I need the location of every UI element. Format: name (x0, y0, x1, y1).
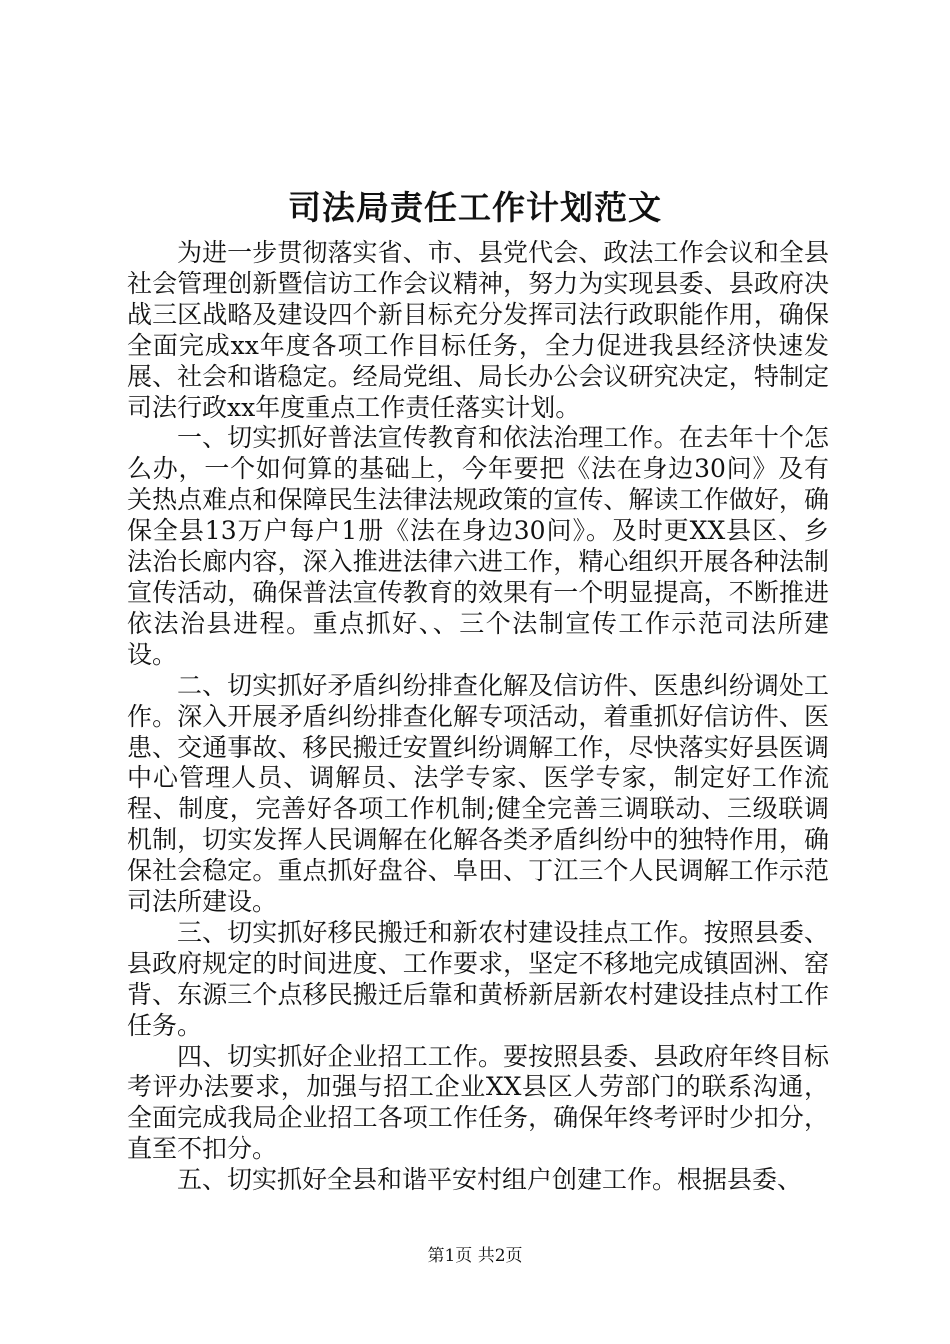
paragraph-section-4: 四、切实抓好企业招工工作。要按照县委、县政府年终目标考评办法要求，加强与招工企业XX县区人劳部门的联系沟通，全面完成我局企业招工各项工作任务，确保年终考评时少扣分，直至不扣分。 (127, 1041, 829, 1164)
paragraph-intro: 为进一步贯彻落实省、市、县党代会、政法工作会议和全县社会管理创新暨信访工作会议精神，努力为实现县委、县政府决战三区战略及建设四个新目标充分发挥司法行政职能作用，确保全面完成xx年度各项工作目标任务，全力促进我县经济快速发展、社会和谐稳定。经局党组、局长办公会议研究决定，特制定司法行政xx年度重点工作责任落实计划。 (127, 238, 829, 422)
paragraph-section-1: 一、切实抓好普法宣传教育和依法治理工作。在去年十个怎么办，一个如何算的基础上，今年要把《法在身边30问》及有关热点难点和保障民生法律法规政策的宣传、解读工作做好，确保全县13万户每户1册《法在身边30问》。及时更XX县区、乡法治长廊内容，深入推进法律六进工作，精心组织开展各种法制宣传活动，确保普法宣传教育的效果有一个明显提高，不断推进依法治县进程。重点抓好、、三个法制宣传工作示范司法所建设。 (127, 423, 829, 669)
page-footer: 第1页 共2页 (427, 1246, 523, 1266)
paragraph-section-5: 五、切实抓好全县和谐平安村组户创建工作。根据县委、 (177, 1165, 803, 1195)
paragraph-section-3: 三、切实抓好移民搬迁和新农村建设挂点工作。按照县委、县政府规定的时间进度、工作要求，坚定不移地完成镇固洲、窑背、东源三个点移民搬迁后靠和黄桥新居新农村建设挂点村工作任务。 (127, 917, 829, 1040)
paragraph-section-2: 二、切实抓好矛盾纠纷排查化解及信访件、医患纠纷调处工作。深入开展矛盾纠纷排查化解专项活动，着重抓好信访件、医患、交通事故、移民搬迁安置纠纷调解工作，尽快落实好县医调中心管理人员、调解员、法学专家、医学专家，制定好工作流程、制度，完善好各项工作机制;健全完善三调联动、三级联调机制，切实发挥人民调解在化解各类矛盾纠纷中的独特作用，确保社会稳定。重点抓好盘谷、阜田、丁江三个人民调解工作示范司法所建设。 (127, 670, 829, 917)
document-title: 司法局责任工作计划范文 (288, 188, 662, 227)
document-body (127, 238, 829, 1196)
